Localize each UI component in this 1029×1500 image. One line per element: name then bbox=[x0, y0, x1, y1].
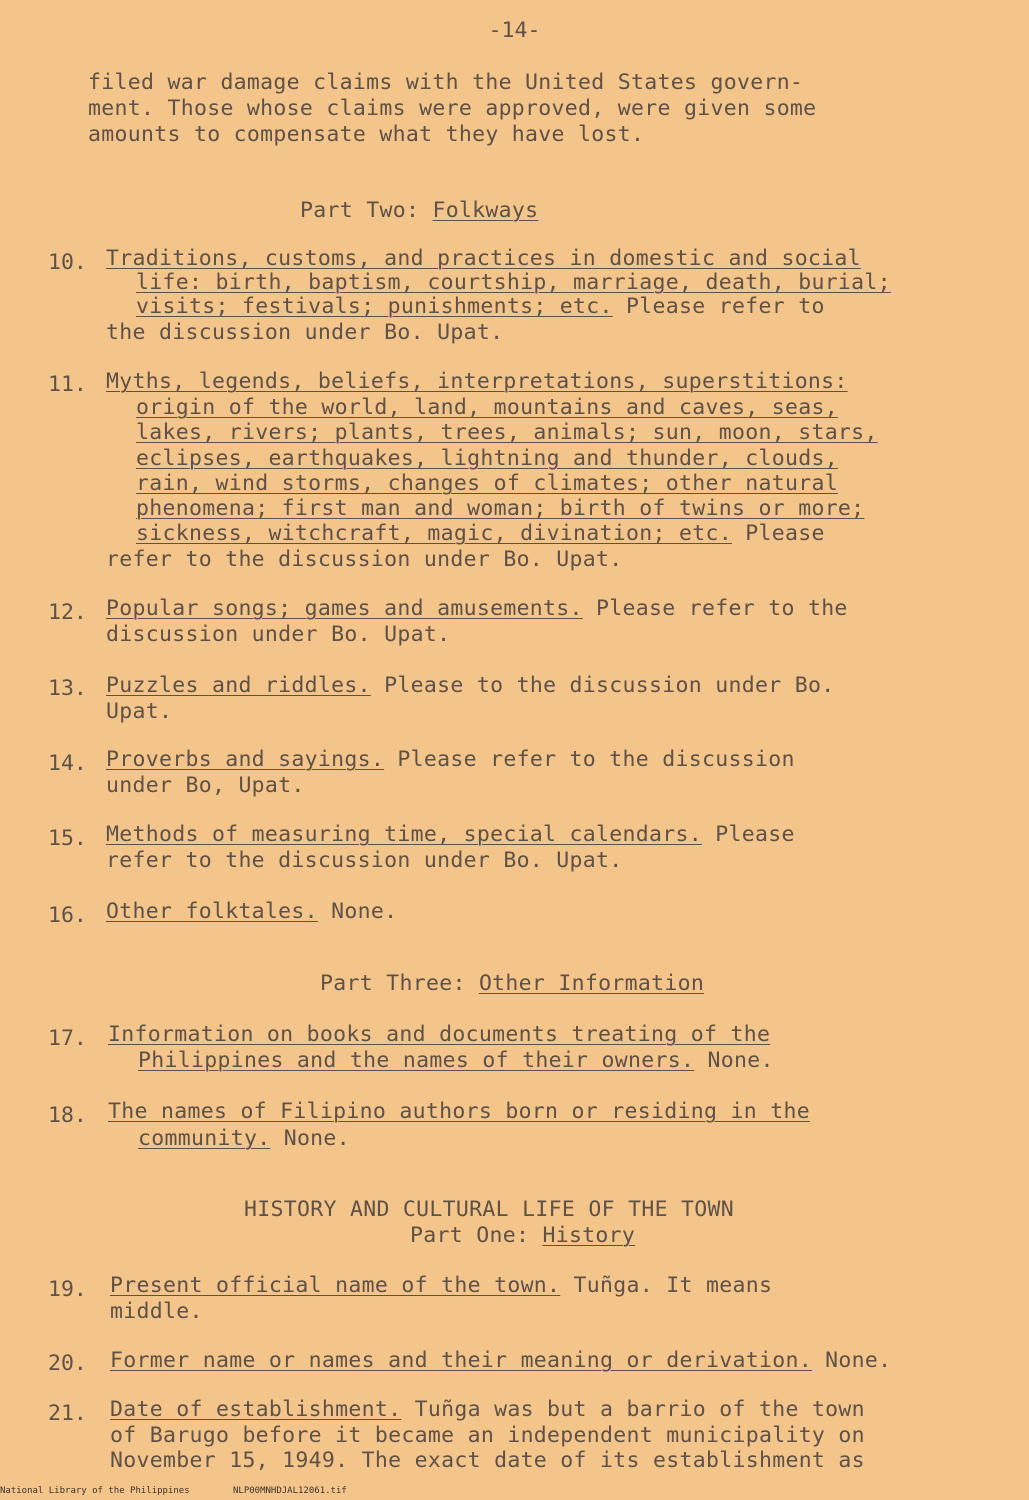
intro-line-1: filed war damage claims with the United States govern- bbox=[88, 70, 804, 95]
item-17-line-1: Information on books and documents treating of the bbox=[108, 1022, 771, 1047]
item-number-11: 11. bbox=[48, 372, 87, 397]
item-16-line-1: Other folktales. None. bbox=[106, 899, 398, 924]
item-11-line-3: lakes, rivers; plants, trees, animals; sun, moon, stars, bbox=[136, 420, 878, 445]
item-number-18: 18. bbox=[48, 1103, 87, 1128]
item-21-line-3: November 15, 1949. The exact date of its establishment as bbox=[110, 1448, 865, 1473]
item-11-line-7: sickness, witchcraft, magic, divination; etc. Please bbox=[136, 521, 825, 546]
item-12-line-2: discussion under Bo. Upat. bbox=[106, 622, 451, 647]
item-13-line-2: Upat. bbox=[106, 699, 173, 724]
part-three-title: Other Information bbox=[478, 971, 705, 996]
item-11-line-2: origin of the world, land, mountains and caves, seas, bbox=[136, 395, 838, 420]
item-14-line-2: under Bo, Upat. bbox=[106, 773, 305, 798]
item-20-line-1: Former name or names and their meaning or derivation. None. bbox=[110, 1348, 892, 1373]
item-11-line-4: eclipses, earthquakes, lightning and thunder, clouds, bbox=[136, 446, 838, 471]
part-two-heading: Part Two: Folkways bbox=[300, 198, 539, 223]
item-21-line-1: Date of establishment. Tuñga was but a barrio of the town bbox=[110, 1397, 865, 1422]
item-10-line-2: life: birth, baptism, courtship, marriage, death, burial; bbox=[136, 270, 891, 295]
item-13-line-1: Puzzles and riddles. Please to the discussion under Bo. bbox=[106, 673, 835, 698]
part-one-heading: Part One: History bbox=[410, 1223, 636, 1248]
item-number-13: 13. bbox=[48, 676, 87, 701]
item-18-line-1: The names of Filipino authors born or residing in the bbox=[108, 1099, 810, 1124]
item-21-line-2: of Barugo before it became an independent municipality on bbox=[110, 1423, 865, 1448]
item-number-12: 12. bbox=[48, 600, 87, 625]
item-number-15: 15. bbox=[48, 826, 87, 851]
item-15-line-1: Methods of measuring time, special calendars. Please bbox=[106, 822, 795, 847]
item-number-19: 19. bbox=[48, 1277, 87, 1302]
intro-line-3: amounts to compensate what they have lost. bbox=[88, 122, 645, 147]
item-19-line-1: Present official name of the town. Tuñga. It means bbox=[110, 1273, 773, 1298]
item-11-line-8: refer to the discussion under Bo. Upat. bbox=[106, 547, 623, 572]
item-11-line-5: rain, wind storms, changes of climates; other natural bbox=[136, 471, 838, 496]
item-number-17: 17. bbox=[48, 1026, 87, 1051]
item-10-line-3: visits; festivals; punishments; etc. Please refer to bbox=[136, 294, 825, 319]
item-17-line-2: Philippines and the names of their owners. None. bbox=[138, 1048, 774, 1073]
item-number-20: 20. bbox=[48, 1351, 87, 1376]
item-12-line-1: Popular songs; games and amusements. Please refer to the bbox=[106, 596, 848, 621]
item-19-line-2: middle. bbox=[110, 1299, 203, 1324]
item-18-line-2: community. None. bbox=[138, 1126, 350, 1151]
scan-footer: National Library of the Philippines NLP00MNHDJAL12061.tif bbox=[0, 1486, 347, 1496]
item-number-16: 16. bbox=[48, 903, 87, 928]
item-number-21: 21. bbox=[48, 1401, 87, 1426]
item-15-line-2: refer to the discussion under Bo. Upat. bbox=[106, 848, 623, 873]
item-10-line-4: the discussion under Bo. Upat. bbox=[106, 320, 504, 345]
history-heading: HISTORY AND CULTURAL LIFE OF THE TOWN bbox=[244, 1197, 735, 1222]
part-one-title: History bbox=[542, 1223, 636, 1248]
page-number: -14- bbox=[488, 18, 541, 43]
item-14-line-1: Proverbs and sayings. Please refer to the discussion bbox=[106, 747, 795, 772]
part-three-heading: Part Three: Other Information bbox=[320, 971, 705, 996]
item-number-10: 10. bbox=[48, 250, 87, 275]
intro-line-2: ment. Those whose claims were approved, were given some bbox=[88, 96, 817, 121]
item-10-line-1: Traditions, customs, and practices in domestic and social bbox=[106, 246, 861, 271]
item-11-line-6: phenomena; first man and woman; birth of twins or more; bbox=[136, 496, 865, 521]
item-number-14: 14. bbox=[48, 751, 87, 776]
item-11-line-1: Myths, legends, beliefs, interpretations, superstitions: bbox=[106, 369, 848, 394]
part-two-title: Folkways bbox=[432, 198, 539, 223]
